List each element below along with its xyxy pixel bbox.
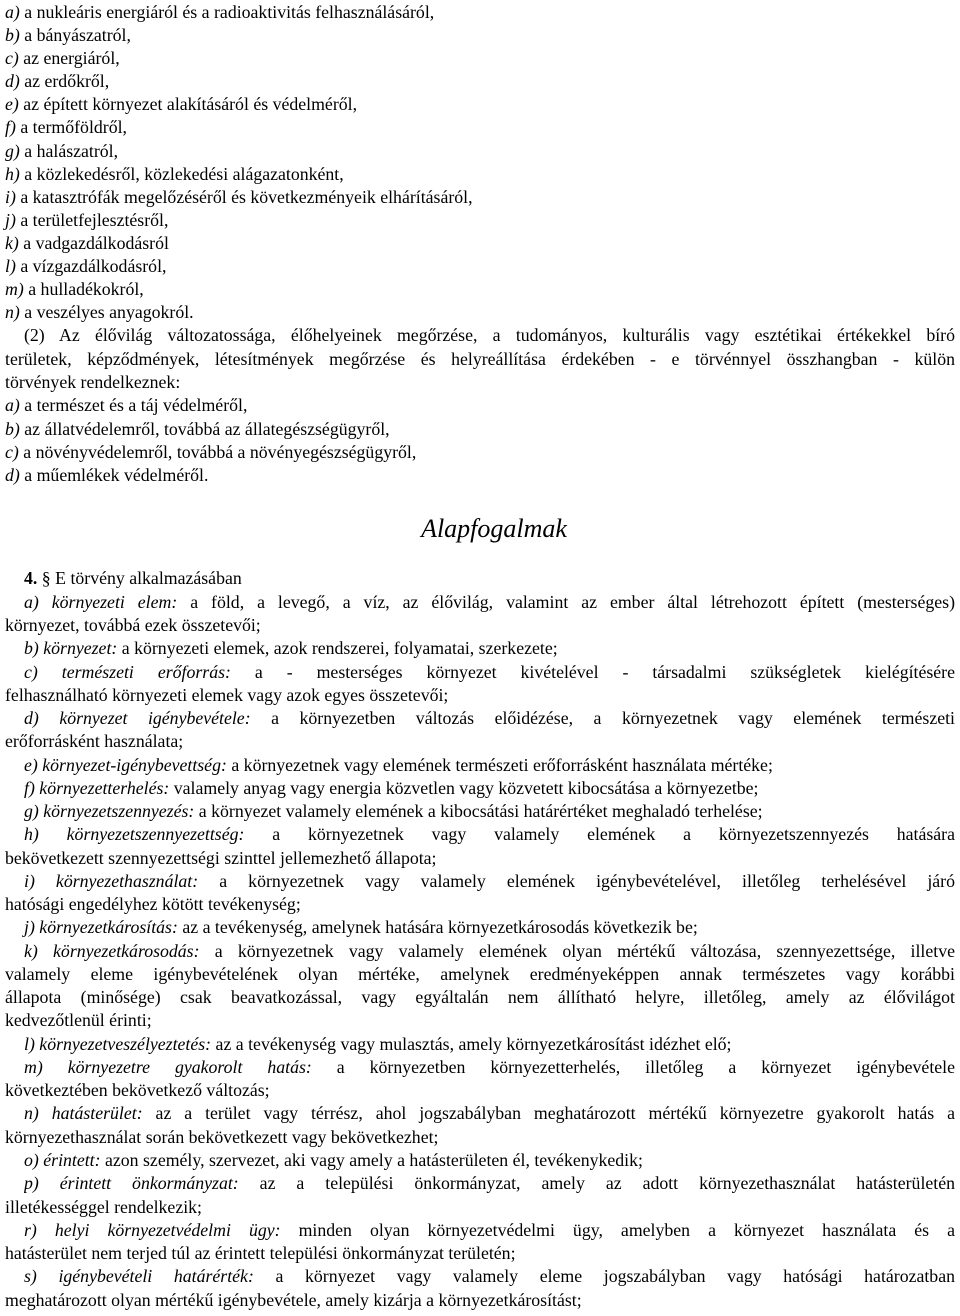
definition-line: környezethasználat során bekövetkezett vagy bekövetkezhet; [5,1127,439,1147]
definition-line [24,1055,955,1079]
definition-line [24,660,955,684]
definition-line: környezet, továbbá ezek összetevői; [5,615,261,635]
definition-term: n) hatásterület: [24,1103,143,1123]
definition-line: illetékességgel rendelkezik; [5,1197,202,1217]
list-letter: g) [5,141,20,161]
section-number: 4. [24,568,38,588]
definition-line [24,939,955,963]
list1-item [5,69,955,93]
definition-text: a környezetnek vagy valamely elemének igénybevételével, illetőleg terhelésével járó [198,871,955,891]
definition-term: i) környezethasználat: [24,871,199,891]
list-letter: a) [5,395,20,415]
list-letter: b) [5,25,20,45]
list-text: a termőföldről, [15,117,127,137]
definition-line [24,706,955,730]
definition-term: a) környezeti elem: [24,592,178,612]
definition-line [24,1171,955,1195]
definition-line [24,822,955,846]
list1-item [5,92,955,116]
definition-line: meghatározott olyan mértékű igénybevétele, amely kizárja a környezetkárosítást; [5,1290,582,1310]
definition-term: h) környezetszennyezettség: [24,824,245,844]
list-text: az erdőkről, [19,71,110,91]
list2-item [5,463,955,487]
list-letter: m) [5,279,24,299]
definition-term: o) érintett: [24,1150,101,1170]
definition-text: valamely anyag vagy energia közvetlen vagy közvetett kibocsátása a környezetbe; [169,778,759,798]
definition-text: az a tevékenység, amelynek hatására környezetkárosodás következik be; [177,917,698,937]
definition-term: k) környezetkárosodás: [24,941,200,961]
section-sign: § [41,568,51,588]
paragraph-2-line: (2) Az élővilág változatossága, élőhelyeinek megőrzése, a tudományos, kulturális vagy esztétikai értékekkel bíró [24,325,955,345]
definition-term: s) igénybevételi határérték: [24,1266,254,1286]
list1-item [5,231,955,255]
paragraph-2-line: törvények rendelkeznek: [5,372,181,392]
section-title: Alapfogalmak [421,514,567,543]
list-text: a bányászatról, [19,25,131,45]
list-text: az épített környezet alakításáról és védelméről, [18,94,358,114]
definition-term: p) érintett önkormányzat: [24,1173,239,1193]
list-letter: f) [5,117,16,137]
list-letter: i) [5,187,16,207]
definition-line: hatósági engedélyhez kötött tevékenység; [5,894,301,914]
definition-line: következtében bekövetkező változás; [5,1080,270,1100]
definition-line [24,776,955,800]
definition-line [24,590,955,614]
list-text: a természet és a táj védelméről, [19,395,248,415]
definition-text: az a települési önkormányzat, amely az adott környezethasználat hatásterületén [238,1173,955,1193]
list1-item [5,162,955,186]
definition-line: felhasználható környezeti elemek vagy azok egyes összetevői; [5,685,449,705]
definition-term: l) környezetveszélyeztetés: [24,1034,212,1054]
definition-text: a környezetben változás előidézése, a környezetnek vagy elemének természeti [250,708,955,728]
definition-text: minden olyan környezetvédelmi ügy, amelyben a környezet használata és a [280,1220,955,1240]
definition-text: a környezetnek vagy valamely elemének a környezetszennyezés hatására [244,824,955,844]
list-text: a növényvédelemről, továbbá a növényegészségügyről, [18,442,417,462]
list-letter: d) [5,465,20,485]
definition-line: valamely eleme igénybevételének olyan mértéke, amelynek eredményeképpen annak természetes vagy korábbi [5,964,955,984]
definition-term: g) környezetszennyezés: [24,801,195,821]
list1-item [5,139,955,163]
definition-text: az a terület vagy térrész, ahol jogszabályban meghatározott mértékű környezetre gyakorolt hatás a [142,1103,955,1123]
list2-item [5,393,955,417]
list2-item [5,440,955,464]
definition-line [24,1264,955,1288]
list-text: az állatvédelemről, továbbá az állategészségügyről, [19,419,390,439]
definition-text: a környezetnek vagy valamely elemének olyan mértékű változása, szennyezettsége, illetve [199,941,955,961]
list1-item [5,277,955,301]
definition-line [24,799,955,823]
definition-line [24,1032,955,1056]
list-letter: j) [5,210,16,230]
list-text: a hulladékokról, [23,279,144,299]
list-text: az energiáról, [18,48,120,68]
definition-term: e) környezet-igénybevettség: [24,755,227,775]
definition-line: hatásterület nem terjed túl az érintett települési önkormányzat területén; [5,1243,516,1263]
list-text: a műemlékek védelméről. [19,465,209,485]
list-text: a halászatról, [19,141,119,161]
list-text: a területfejlesztésről, [15,210,169,230]
list-letter: e) [5,94,19,114]
definition-text: a környezeti elemek, azok rendszerei, folyamatai, szerkezete; [117,638,558,658]
section-intro-text: E törvény alkalmazásában [50,568,242,588]
definition-term: c) természeti erőforrás: [24,662,231,682]
definition-line [24,1218,955,1242]
definition-line: kedvezőtlenül érinti; [5,1010,152,1030]
definition-text: a föld, a levegő, a víz, az élővilág, valamint az ember által létrehozott épített (mesterséges) [177,592,955,612]
list-letter: d) [5,71,20,91]
definition-line [24,753,955,777]
list1-item [5,23,955,47]
list2-item [5,417,955,441]
list1-item [5,254,955,278]
list-text: a nukleáris energiáról és a radioaktivitás felhasználásáról, [19,2,435,22]
definition-term: m) környezetre gyakorolt hatás: [24,1057,312,1077]
definition-term: j) környezetkárosítás: [24,917,178,937]
definition-text: a környezet vagy valamely eleme jogszabályban vagy hatósági határozatban [253,1266,955,1286]
definition-line [24,1148,955,1172]
definition-line: erőforrásként használata; [5,731,184,751]
definition-text: a környezet valamely elemének a kibocsátási határértéket meghaladó terhelése; [194,801,763,821]
list1-item [5,0,955,24]
list-letter: b) [5,419,20,439]
section-4-intro [24,566,960,590]
list-letter: c) [5,442,19,462]
definition-text: a környezetnek vagy elemének természeti erőforrásként használata mértéke; [226,755,773,775]
list1-item [5,46,955,70]
definition-term: r) helyi környezetvédelmi ügy: [24,1220,281,1240]
paragraph-2-line: területek, képződmények, létesítmények megőrzése és helyreállítása érdekében - e törvénnyel összhangban - külön [5,349,955,369]
definition-line [24,636,955,660]
definition-line: bekövetkezett szennyezettségi szinttel jellemezhető állapota; [5,848,437,868]
list-text: a veszélyes anyagokról. [19,302,194,322]
definition-text: azon személy, szervezet, aki vagy amely a hatásterületen él, tevékenykedik; [100,1150,643,1170]
section-heading [0,513,960,545]
list-letter: h) [5,164,20,184]
list-letter: k) [5,233,19,253]
definition-text: a környezetben környezetterhelés, illetőleg a környezet igénybevétele [311,1057,955,1077]
definition-term: f) környezetterhelés: [24,778,170,798]
list1-item [5,115,955,139]
list-text: a közlekedésről, közlekedési alágazatonként, [19,164,344,184]
definition-line [24,869,955,893]
list-letter: n) [5,302,20,322]
list1-item [5,185,955,209]
list-letter: a) [5,2,20,22]
list-text: a vízgazdálkodásról, [15,256,167,276]
definition-line [24,1101,955,1125]
definition-line [24,915,955,939]
definition-term: d) környezet igénybevétele: [24,708,251,728]
list1-item [5,300,955,324]
definition-text: az a tevékenység vagy mulasztás, amely környezetkárosítást idézhet elő; [211,1034,732,1054]
list1-item [5,208,955,232]
definition-line: állapota (minősége) csak beavatkozással, vagy egyáltalán nem állítható helyre, illetőleg, amely az élővilágot [5,987,955,1007]
list-text: a katasztrófák megelőzéséről és következményeik elhárításáról, [15,187,473,207]
list-text: a vadgazdálkodásról [18,233,169,253]
definition-term: b) környezet: [24,638,118,658]
list-letter: c) [5,48,19,68]
list-letter: l) [5,256,16,276]
definition-text: a - mesterséges környezet kivételével - társadalmi szükségletek kielégítésére [230,662,955,682]
